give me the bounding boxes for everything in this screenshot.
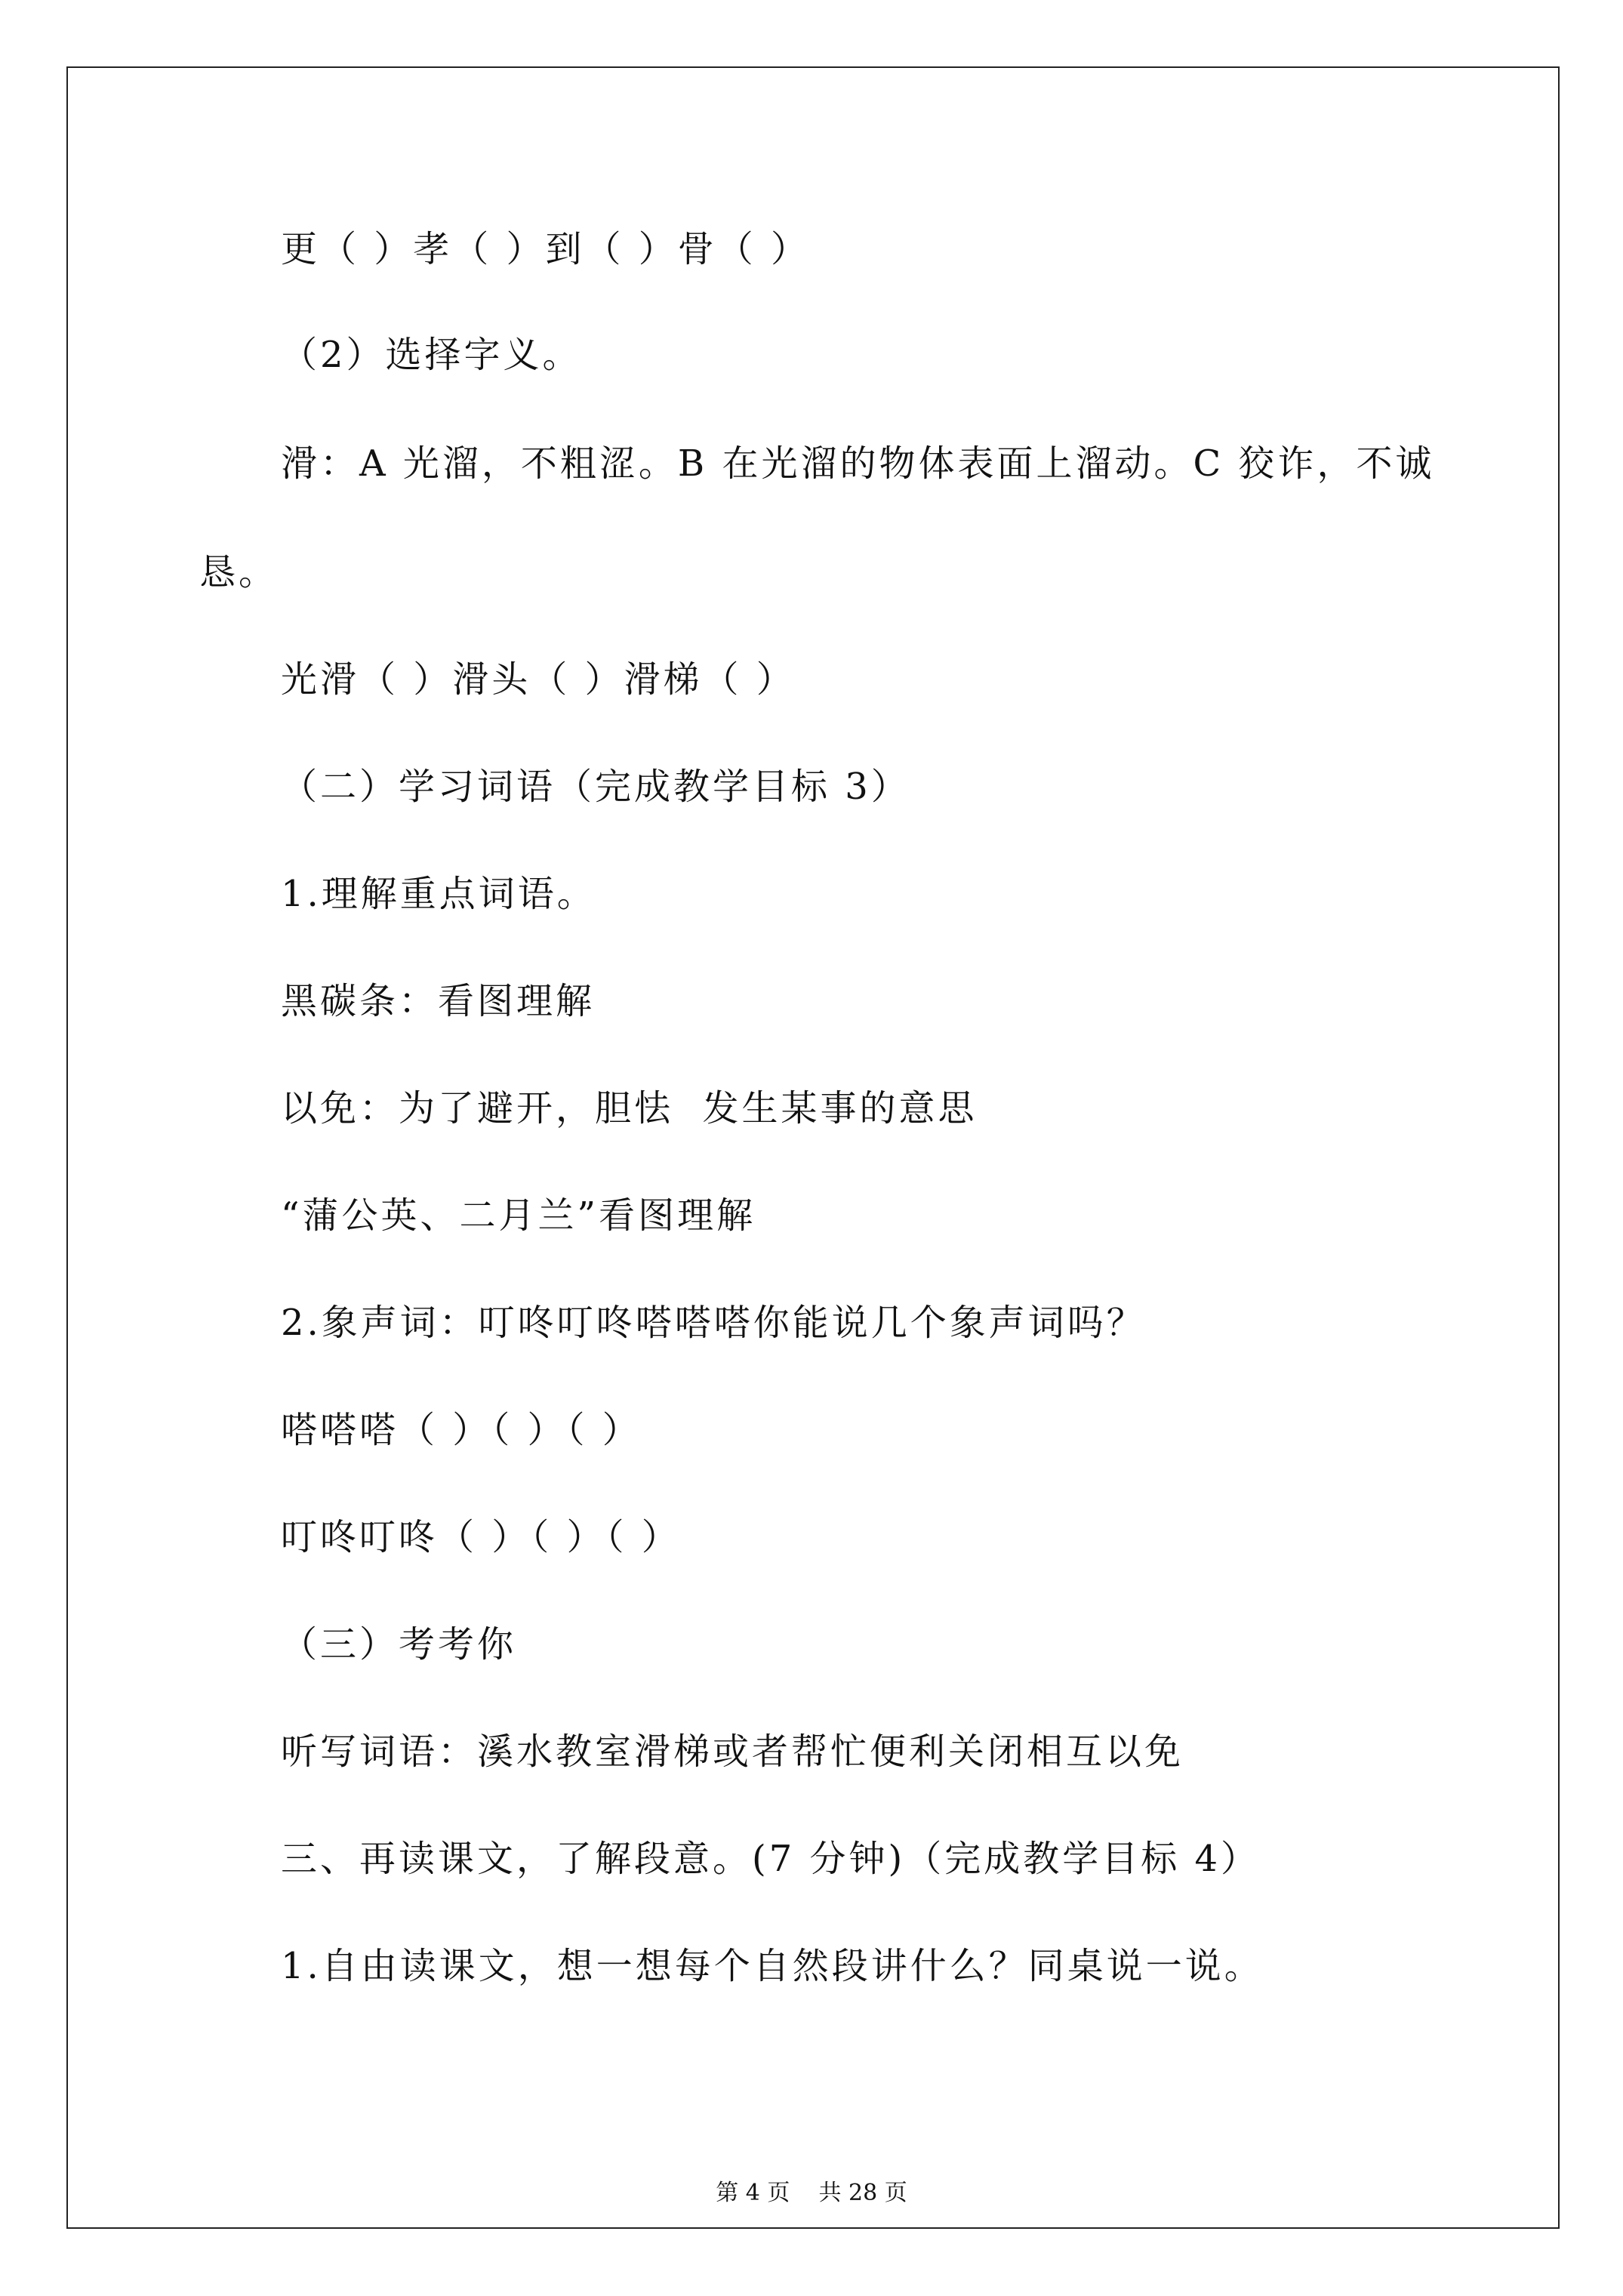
text-line-16: 三、再读课文，了解段意。(7 分钟)（完成教学目标 4） [281, 1838, 1261, 1880]
page-border [66, 66, 1560, 2229]
text-line-2: （2）选择字义。 [281, 334, 582, 376]
text-line-10: “蒲公英、二月兰”看图理解 [281, 1194, 756, 1237]
text-line-4: 恳。 [199, 551, 279, 593]
text-line-8: 黑碳条：看图理解 [281, 980, 596, 1022]
text-line-15: 听写词语：溪水教室滑梯或者帮忙便利关闭相互以免 [281, 1730, 1184, 1773]
text-line-14: （三）考考你 [281, 1623, 517, 1666]
text-line-13: 叮咚叮咚（ ）（ ）（ ） [281, 1516, 681, 1558]
page-footer: 第 4 页 共 28 页 [716, 2180, 907, 2206]
text-line-1: 更（ ）孝（ ）到（ ）骨（ ） [281, 228, 811, 270]
text-line-12: 嗒嗒嗒（ ）（ ）（ ） [281, 1409, 642, 1451]
text-line-6: （二）学习词语（完成教学目标 3） [281, 766, 910, 808]
text-line-3: 滑：A 光溜，不粗涩。B 在光溜的物体表面上溜动。C 狡诈，不诚 [281, 442, 1435, 485]
text-line-5: 光滑（ ）滑头（ ）滑梯（ ） [281, 658, 796, 701]
text-line-9: 以免：为了避开，胆怯 发生某事的意思 [281, 1087, 978, 1130]
text-line-17: 1.自由读课文，想一想每个自然段讲什么？同桌说一说。 [281, 1945, 1264, 1987]
text-line-11: 2.象声词：叮咚叮咚嗒嗒嗒你能说几个象声词吗？ [281, 1302, 1146, 1344]
text-line-7: 1.理解重点词语。 [281, 873, 596, 915]
